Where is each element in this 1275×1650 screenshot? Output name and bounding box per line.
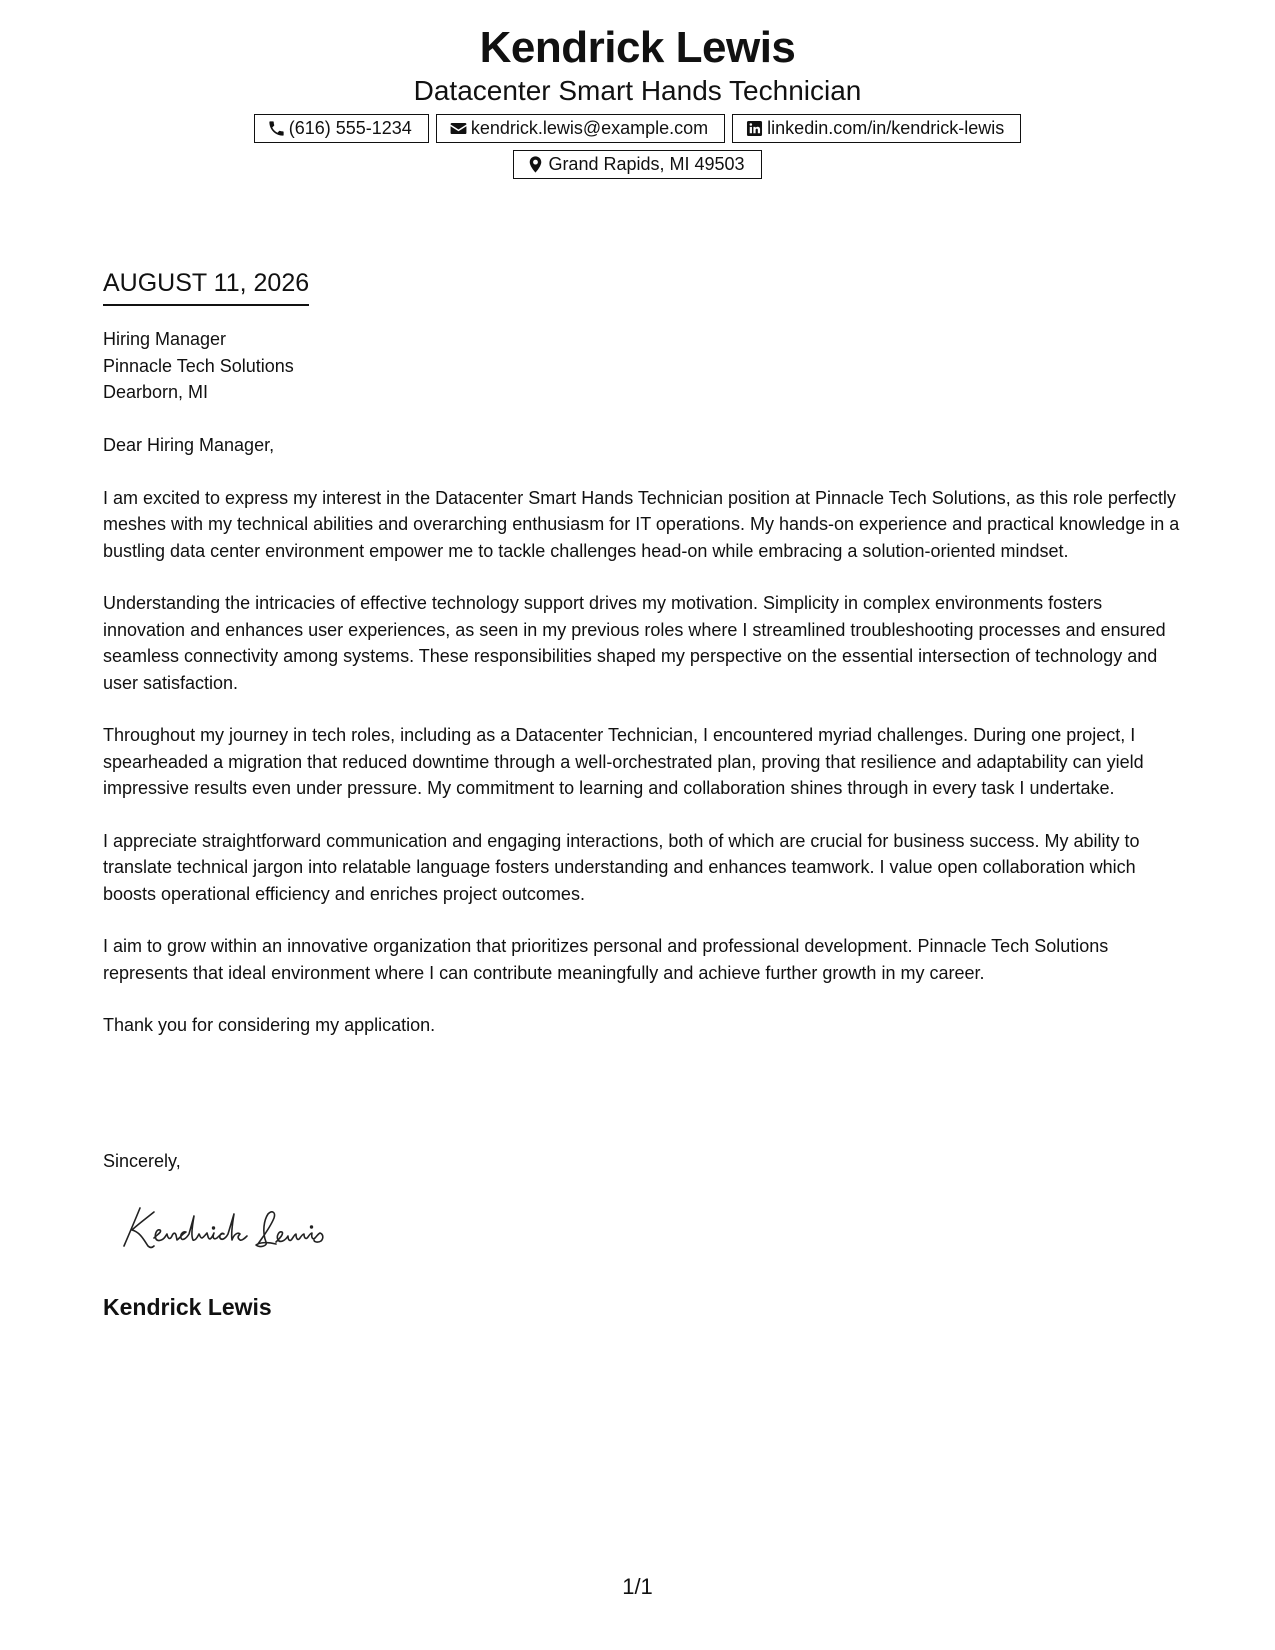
- linkedin-contact[interactable]: [732, 114, 1021, 143]
- body-paragraph: I appreciate straightforward communication and engaging interactions, both of which are crucial for business success. My ability to translate technical jargon into relatable language fosters understanding and enhances teamwork. I value open collaboration which boosts operational efficiency and enriches project outcomes.: [103, 830, 1140, 904]
- applicant-name: Kendrick Lewis: [479, 23, 796, 72]
- thank-you-line: Thank you for considering my application.: [103, 1015, 436, 1035]
- linkedin-text: linkedin.com/in/kendrick-lewis: [767, 118, 1005, 138]
- job-title: Datacenter Smart Hands Technician: [413, 75, 862, 106]
- recipient-block: [103, 326, 294, 406]
- salutation: Dear Hiring Manager,: [103, 435, 275, 455]
- location-contact[interactable]: [513, 150, 761, 179]
- map-pin-icon: [526, 155, 545, 174]
- contact-list: [188, 114, 1088, 179]
- letter-header: [0, 22, 1275, 179]
- letter-body: [103, 432, 1183, 1065]
- body-paragraph: Throughout my journey in tech roles, including as a Datacenter Technician, I encountered myriad challenges. During one project, I spearheaded a migration that reduced downtime through a well-orchestrated plan, proving that resilience and adaptability can yield impressive results even under pressure. My commitment to learning and collaboration shines through in every task I undertake.: [103, 725, 1144, 798]
- body-paragraph: Understanding the intricacies of effective technology support drives my motivation. Simplicity in complex environments fosters innovation and enhances user experiences, as seen in my previous roles where I streamlined troubleshooting processes and ensured seamless connectivity among systems. These responsibilities shaped my perspective on the essential intersection of technology and user satisfaction.: [103, 593, 1166, 693]
- letter-date: AUGUST 11, 2026: [103, 266, 309, 306]
- body-paragraph: I am excited to express my interest in the Datacenter Smart Hands Technician position at Pinnacle Tech Solutions, as this role perfectly meshes with my technical abilities and overarching enthusiasm for IT operations. My hands-on experience and practical knowledge in a bustling data center environment empower me to tackle challenges head-on while embracing a solution-oriented mindset.: [103, 487, 1180, 561]
- location-text: Grand Rapids, MI 49503: [548, 154, 745, 174]
- page-number: 1/1: [622, 1574, 653, 1599]
- phone-icon: [267, 119, 286, 138]
- handwritten-signature: [110, 1198, 360, 1258]
- signer-name: Kendrick Lewis: [103, 1294, 272, 1320]
- recipient-name: Hiring Manager: [103, 329, 227, 349]
- email-contact[interactable]: [436, 114, 725, 143]
- recipient-company: Pinnacle Tech Solutions: [103, 355, 294, 376]
- email-text: kendrick.lewis@example.com: [470, 118, 709, 138]
- envelope-icon: [449, 119, 468, 138]
- recipient-location: Dearborn, MI: [103, 382, 209, 402]
- linkedin-icon: [745, 119, 764, 138]
- closing: Sincerely,: [103, 1151, 181, 1171]
- phone-text: (616) 555-1234: [288, 118, 412, 138]
- phone-contact[interactable]: [254, 114, 429, 143]
- body-paragraph: I aim to grow within an innovative organization that prioritizes personal and professional development. Pinnacle Tech Solutions represents that ideal environment where I can contribute meaningfully and achieve further growth in my career.: [103, 936, 1109, 983]
